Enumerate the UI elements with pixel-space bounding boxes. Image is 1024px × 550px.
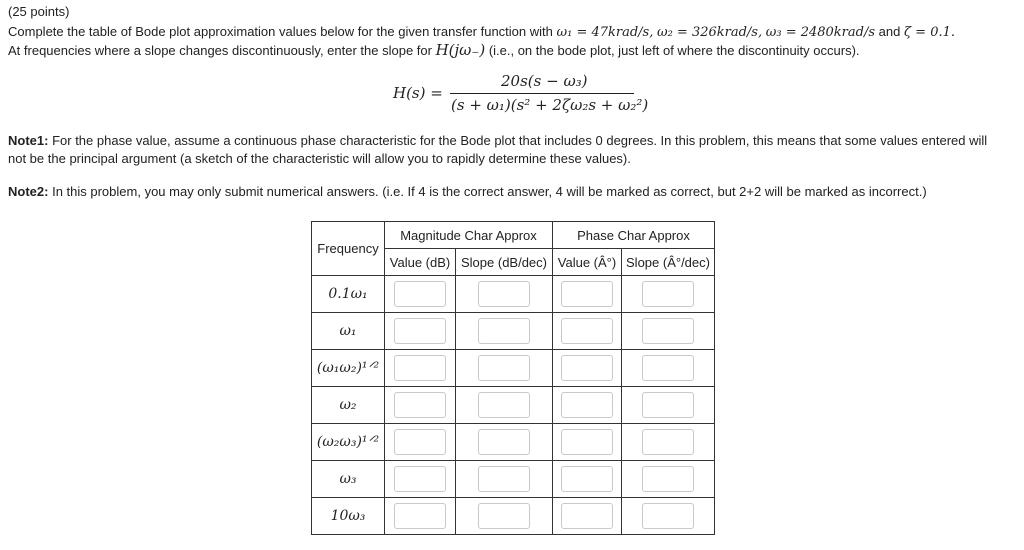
points-label: (25 points) [8, 4, 70, 19]
phase-value-cell [553, 350, 622, 387]
phase-header: Phase Char Approx [553, 222, 715, 249]
phase-slope-cell [622, 313, 715, 350]
magnitude-header: Magnitude Char Approx [385, 222, 553, 249]
mag-slope-input[interactable] [478, 466, 530, 492]
mag-slope-input[interactable] [478, 318, 530, 344]
phase-value-input[interactable] [561, 466, 613, 492]
mag-value-input[interactable] [394, 392, 446, 418]
mag-value-input[interactable] [394, 355, 446, 381]
mag-value-input[interactable] [394, 318, 446, 344]
freq-cell: (ω₁ω₂)¹ᐟ² [312, 350, 385, 387]
mag-value-input[interactable] [394, 466, 446, 492]
phase-slope-header: Slope (Â°/dec) [622, 249, 715, 276]
mag-value-header: Value (dB) [385, 249, 456, 276]
omega2-value: ω₂ = 326krad/s, [656, 25, 763, 40]
phase-slope-input[interactable] [642, 355, 694, 381]
mag-slope-cell [456, 313, 553, 350]
phase-slope-cell [622, 424, 715, 461]
table-row [312, 461, 715, 498]
phase-slope-input[interactable] [642, 281, 694, 307]
note2-text: In this problem, you may only submit numerical answers. (i.e. If 4 is the correct answer, 4 will be marked as correct, but 2+2 will be marked as incorrect.) [52, 184, 927, 199]
note2-line [8, 184, 927, 200]
table-row [312, 498, 715, 535]
mag-value-cell [385, 350, 456, 387]
phase-value-cell [553, 461, 622, 498]
formula-denominator: (s + ω₁)(s² + 2ζω₂s + ω₂²) [451, 96, 649, 114]
phase-slope-cell [622, 276, 715, 313]
mag-slope-input[interactable] [478, 392, 530, 418]
phase-value-cell [553, 313, 622, 350]
mag-slope-cell [456, 498, 553, 535]
and-text: and [878, 24, 901, 39]
formula-lhs: H(s) = [393, 84, 443, 102]
phase-slope-input[interactable] [642, 429, 694, 455]
problem-line-1 [8, 24, 955, 41]
mag-slope-header: Slope (dB/dec) [456, 249, 553, 276]
table-row [312, 313, 715, 350]
mag-slope-input[interactable] [478, 503, 530, 529]
note1-line-2: not be the principal argument (a sketch of the characteristic will allow you to rapidly determine these values). [8, 151, 631, 166]
freq-cell: ω₁ [312, 313, 385, 350]
mag-slope-cell [456, 276, 553, 313]
phase-value-input[interactable] [561, 281, 613, 307]
note1-text: For the phase value, assume a continuous phase characteristic for the Bode plot that includes 0 degrees. In this problem, this means that some values entered will [52, 133, 988, 148]
note2-label: Note2: [8, 184, 49, 199]
table-row [312, 424, 715, 461]
phase-value-input[interactable] [561, 355, 613, 381]
freq-cell: ω₂ [312, 387, 385, 424]
omega1-value: ω₁ = 47krad/s, [556, 25, 654, 40]
mag-slope-cell [456, 387, 553, 424]
mag-value-input[interactable] [394, 281, 446, 307]
zeta-value: ζ = 0.1. [903, 25, 955, 40]
mag-value-cell [385, 498, 456, 535]
mag-slope-input[interactable] [478, 429, 530, 455]
phase-value-cell [553, 276, 622, 313]
h-jw-minus: H(jω₋) [435, 41, 486, 59]
slope-instruction-suffix: (i.e., on the bode plot, just left of where the discontinuity occurs). [488, 43, 860, 58]
phase-slope-cell [622, 387, 715, 424]
phase-slope-cell [622, 350, 715, 387]
mag-slope-cell [456, 424, 553, 461]
mag-value-cell [385, 276, 456, 313]
phase-value-cell [553, 498, 622, 535]
phase-slope-input[interactable] [642, 503, 694, 529]
phase-slope-cell [622, 461, 715, 498]
table-row [312, 387, 715, 424]
formula-numerator: 20s(s − ω₃) [501, 72, 588, 90]
frequency-header: Frequency [312, 222, 385, 276]
phase-slope-input[interactable] [642, 466, 694, 492]
mag-value-cell [385, 387, 456, 424]
mag-slope-cell [456, 461, 553, 498]
note1-line-1 [8, 133, 987, 149]
phase-value-input[interactable] [561, 503, 613, 529]
note1-label: Note1: [8, 133, 49, 148]
mag-value-cell [385, 424, 456, 461]
mag-slope-input[interactable] [478, 355, 530, 381]
mag-slope-input[interactable] [478, 281, 530, 307]
mag-value-cell [385, 313, 456, 350]
slope-instruction-text: At frequencies where a slope changes discontinuously, enter the slope for [8, 43, 432, 58]
fraction-bar [450, 93, 634, 94]
mag-value-cell [385, 461, 456, 498]
omega3-value: ω₃ = 2480krad/s [765, 25, 876, 40]
problem-intro-text: Complete the table of Bode plot approximation values below for the given transfer function with [8, 24, 553, 39]
freq-cell: 0.1ω₁ [312, 276, 385, 313]
freq-cell: (ω₂ω₃)¹ᐟ² [312, 424, 385, 461]
mag-value-input[interactable] [394, 429, 446, 455]
phase-value-input[interactable] [561, 392, 613, 418]
phase-value-input[interactable] [561, 318, 613, 344]
phase-slope-input[interactable] [642, 392, 694, 418]
problem-line-2 [8, 42, 860, 59]
mag-slope-cell [456, 350, 553, 387]
freq-cell: ω₃ [312, 461, 385, 498]
phase-slope-input[interactable] [642, 318, 694, 344]
phase-slope-cell [622, 498, 715, 535]
phase-value-cell [553, 387, 622, 424]
bode-table [311, 221, 715, 535]
phase-value-header: Value (Â°) [553, 249, 622, 276]
table-row [312, 276, 715, 313]
phase-value-cell [553, 424, 622, 461]
table-row [312, 350, 715, 387]
phase-value-input[interactable] [561, 429, 613, 455]
mag-value-input[interactable] [394, 503, 446, 529]
freq-cell: 10ω₃ [312, 498, 385, 535]
